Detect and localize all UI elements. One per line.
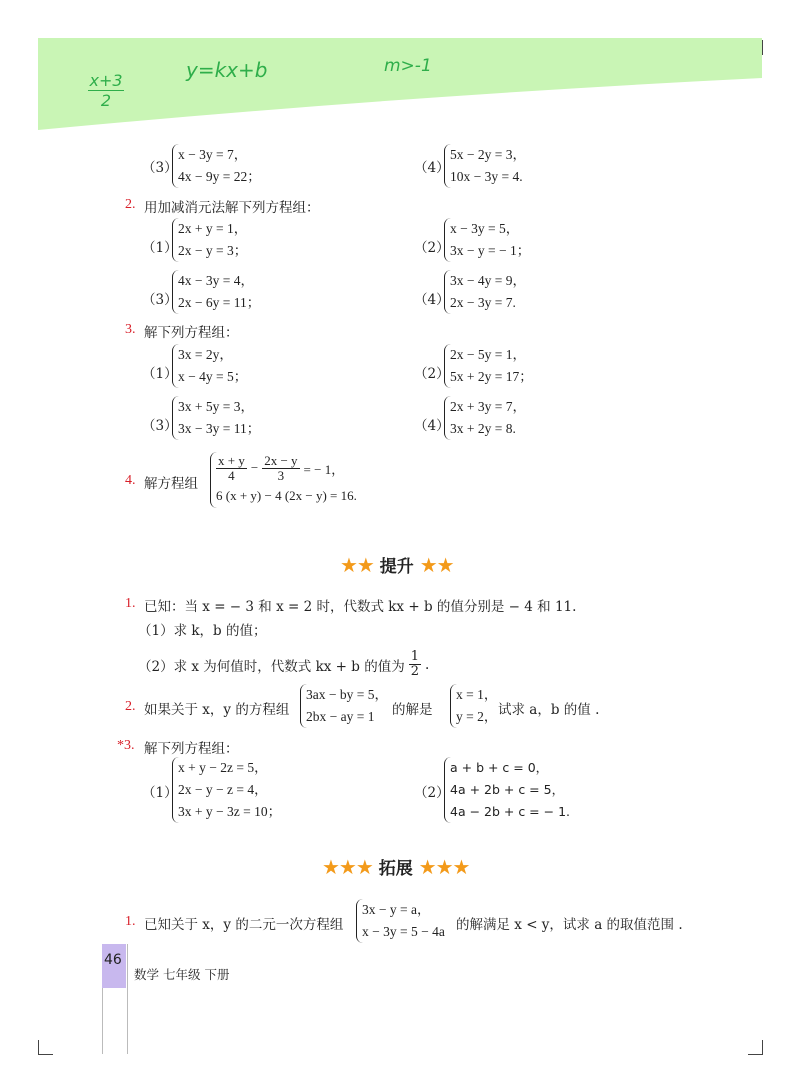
question-text: 已知：当 x = − 3 和 x = 2 时，代数式 kx + b 的值分别是 − 4 和 11. <box>144 599 577 615</box>
item-label: （4） <box>414 160 450 176</box>
question-text: 的解满足 x < y，试求 a 的取值范围 . <box>456 917 683 933</box>
question-number: 1. <box>125 914 136 929</box>
crop-mark-bottom-left <box>38 1040 53 1055</box>
equation-system: x − 3y = 7， 4x − 9y = 22； <box>172 144 261 188</box>
item-label: （1） <box>142 785 178 801</box>
equation-system: 3x − 4y = 9， 2x − 3y = 7. <box>444 270 526 314</box>
question-number: 1. <box>125 596 136 611</box>
question-number: 2. <box>125 197 136 212</box>
equation-system: 3x = 2y， x − 4y = 5； <box>172 344 247 388</box>
question-text: 解下列方程组： <box>144 325 239 341</box>
star-icon: ★★★ <box>418 855 470 879</box>
equation-system: 5x − 2y = 3， 10x − 3y = 4. <box>444 144 526 188</box>
equation-system: x − 3y = 5， 3x − y = − 1； <box>444 218 530 262</box>
question-text: 解下列方程组： <box>144 741 239 757</box>
item-label: （3） <box>142 160 178 176</box>
handwritten-fraction: x+3 2 <box>89 71 123 110</box>
question-text: 用加减消元法解下列方程组： <box>144 200 320 216</box>
header-banner <box>38 38 762 138</box>
star-icon: ★★ <box>419 553 454 577</box>
page-number: 46 <box>104 952 122 968</box>
question-text: 试求 a，b 的值 . <box>498 702 600 718</box>
equation-system: x + y − 2z = 5， 2x − y − z = 4， 3x + y − 3z = 10； <box>172 757 281 823</box>
section-heading-tuozhan: ★★★ 拓展 ★★★ <box>322 855 470 879</box>
book-title: 数学 七年级 下册 <box>134 967 230 982</box>
item-label: （4） <box>414 418 450 434</box>
star-icon: ★★★ <box>322 855 373 879</box>
item-label: （2） <box>414 785 450 801</box>
item-label: （4） <box>414 292 450 308</box>
item-label: （1） <box>142 366 178 382</box>
equation-system: $\frac{x + y}{4}$ − $\frac{2x - y}{3}$ = − 1， 6 (x + y) − 4 (2x − y) = 16. <box>210 452 357 508</box>
question-text: 已知关于 x，y 的二元一次方程组 <box>144 917 344 933</box>
item-label: （2） <box>414 240 450 256</box>
equation-system: 2x − 5y = 1， 5x + 2y = 17； <box>444 344 533 388</box>
question-number: 2. <box>125 699 136 714</box>
item-label: （1） <box>142 240 178 256</box>
question-number: 4. <box>125 473 136 488</box>
question-text: 的解是 <box>392 702 433 718</box>
star-icon: ★★ <box>340 553 374 577</box>
crop-mark-bottom-right <box>748 1040 763 1055</box>
equation-system: 3ax − by = 5， 2bx − ay = 1 <box>300 684 388 728</box>
equation-system: 3x + 5y = 3， 3x − 3y = 11； <box>172 396 260 440</box>
handwritten-linear-function: y=kx+b <box>186 58 268 82</box>
equation-system: 2x + y = 1， 2x − y = 3； <box>172 218 247 262</box>
equation-system: 2x + 3y = 7， 3x + 2y = 8. <box>444 396 526 440</box>
question-text: 如果关于 x，y 的方程组 <box>144 702 290 718</box>
subquestion: （1）求 k，b 的值； <box>138 623 267 639</box>
equation-system: a + b + c = 0， 4a + 2b + c = 5， 4a − 2b + c = − 1. <box>444 757 570 823</box>
subquestion: （2）求 x 为何值时，代数式 kx + b 的值为 $\frac{1}{2}$ . <box>138 649 430 679</box>
item-label: （3） <box>142 418 178 434</box>
solution-system: x = 1， y = 2， <box>450 684 497 728</box>
section-heading-tisheng: ★★ 提升 ★★ <box>340 553 454 577</box>
question-number: *3. <box>117 738 135 753</box>
question-number: 3. <box>125 322 136 337</box>
handwritten-inequality: m>-1 <box>384 56 432 76</box>
item-label: （3） <box>142 292 178 308</box>
equation-system: 4x − 3y = 4， 2x − 6y = 11； <box>172 270 260 314</box>
item-label: （2） <box>414 366 450 382</box>
equation-system: 3x − y = a， x − 3y = 5 − 4a <box>356 899 445 943</box>
question-text: 解方程组 <box>144 476 198 492</box>
